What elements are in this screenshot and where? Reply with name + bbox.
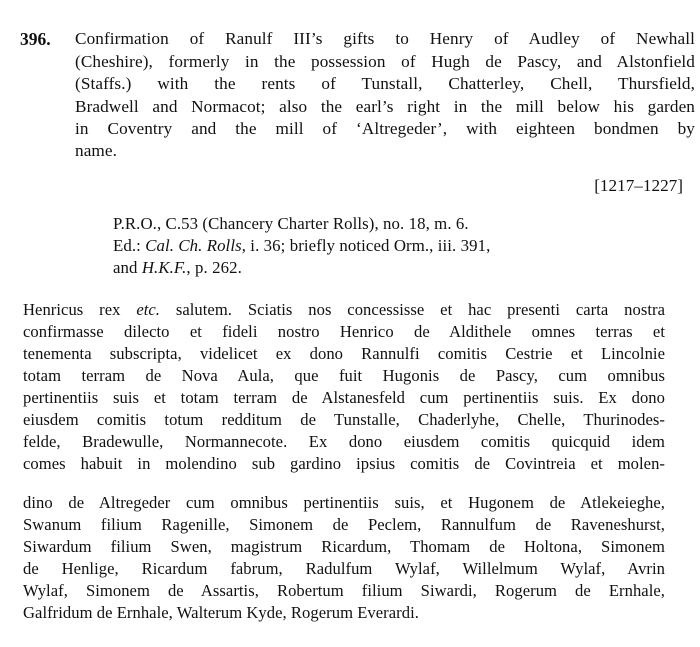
heading-line: (Staffs.) with the rents of Tunstall, Chatterley, Chell, Thursfield,: [75, 74, 695, 93]
entry-number: 396.: [20, 29, 51, 49]
charter-line: Swanum filium Ragenille, Simonem de Peclem, Rannulfum de Raveneshurst,: [23, 515, 665, 534]
reference-line: P.R.O., C.53 (Chancery Charter Rolls), no. 18, m. 6.: [113, 214, 469, 233]
heading-line: name.: [75, 141, 118, 160]
heading-line: Bradwell and Normacot; also the earl’s right in the mill below his garden: [75, 97, 695, 116]
charter-line: pertinentiis suis et totam terram de Alstanesfeld cum pertinentiis suis. Ex dono: [23, 388, 665, 407]
charter-line: dino de Altregeder cum omnibus pertinentiis suis, et Hugonem de Atlekeieghe,: [23, 493, 665, 512]
charter-line: comes habuit in molendino sub gardino ipsius comitis de Covintreia et molen-: [23, 454, 665, 473]
charter-line: Henricus rex etc. salutem. Sciatis nos concessisse et hac presenti carta nostra: [23, 300, 665, 319]
charter-line: eiusdem comitis totum redditum de Tunstalle, Chaderlyhe, Chelle, Thurinodes-: [23, 410, 665, 429]
heading-line: Confirmation of Ranulf III’s gifts to Henry of Audley of Newhall: [75, 29, 695, 48]
charter-line: confirmasse dilecto et fideli nostro Henrico de Aldithele omnes terras et: [23, 322, 665, 341]
charter-line: de Henlige, Ricardum fabrum, Radulfum Wylaf, Willelmum Wylaf, Avrin: [23, 559, 665, 578]
charter-line: Wylaf, Simonem de Assartis, Robertum filium Siwardi, Rogerum de Ernhale,: [23, 581, 665, 600]
charter-line: tenementa subscripta, videlicet ex dono Rannulfi comitis Cestrie et Lincolnie: [23, 344, 665, 363]
reference-line: and H.K.F., p. 262.: [113, 258, 242, 277]
charter-line: totam terram de Nova Aula, que fuit Hugonis de Pascy, cum omnibus: [23, 366, 665, 385]
charter-line: Siwardum filium Swen, magistrum Ricardum, Thomam de Holtona, Simonem: [23, 537, 665, 556]
charter-line: Galfridum de Ernhale, Walterum Kyde, Rogerum Everardi.: [23, 603, 419, 622]
date-range: [1217–1227]: [594, 176, 683, 195]
heading-line: (Cheshire), formerly in the possession of Hugh de Pascy, and Alstonfield: [75, 52, 695, 71]
reference-line: Ed.: Cal. Ch. Rolls, i. 36; briefly noticed Orm., iii. 391,: [113, 236, 491, 255]
heading-line: in Coventry and the mill of ‘Altregeder’, with eighteen bondmen by: [75, 119, 695, 138]
charter-line: felde, Bradewulle, Normannecote. Ex dono eiusdem comitis quicquid idem: [23, 432, 665, 451]
